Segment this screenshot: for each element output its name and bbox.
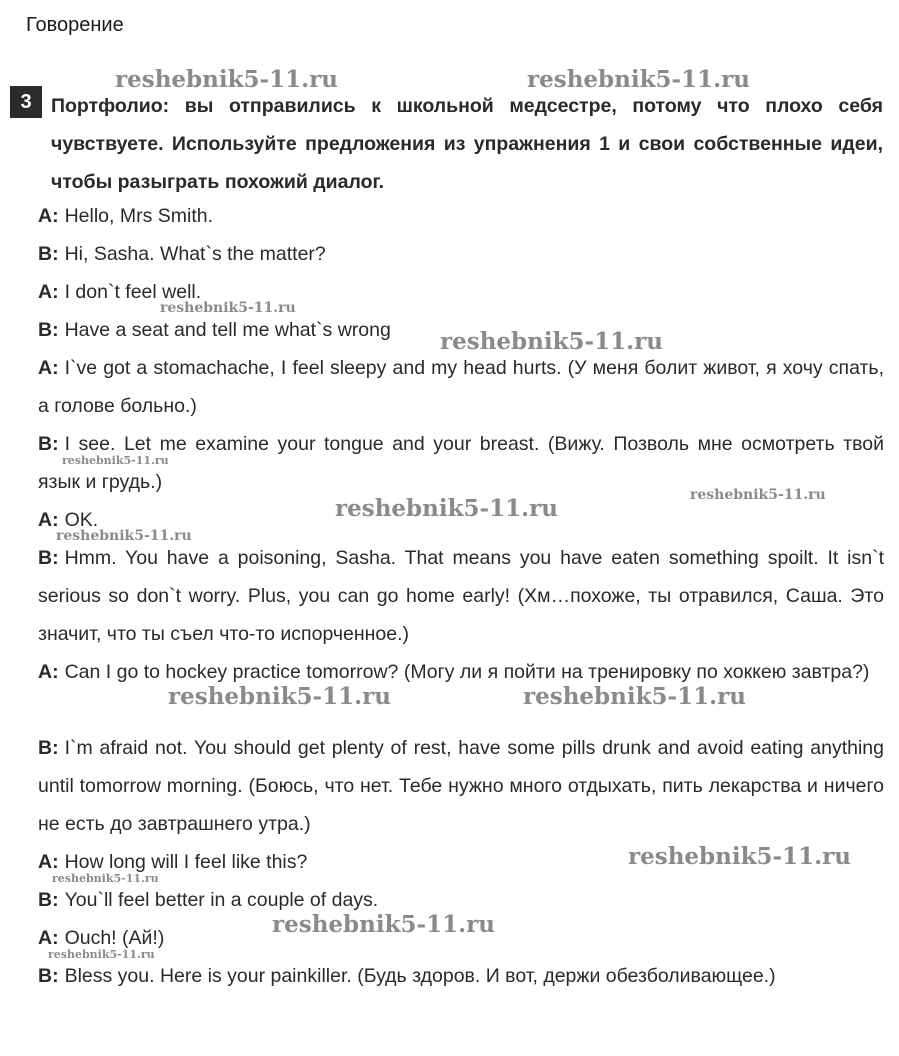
task-instructions: Портфолио: вы отправились к школьной медсестре, потому что плохо себя чувствуете. Используйте предложения из упражнения 1 и свои собственные идеи, чтобы разыграть похожий диалог. (51, 95, 883, 193)
speaker-label: B: (38, 319, 59, 341)
speaker-label: A: (38, 281, 59, 303)
speaker-label: A: (38, 509, 59, 531)
dialogue-line (38, 957, 884, 995)
dialogue-line (38, 311, 884, 349)
line-text: Hi, Sasha. What`s the matter? (64, 243, 326, 265)
dialogue-line (38, 653, 884, 691)
dialogue-line (38, 501, 884, 539)
speaker-label: A: (38, 851, 59, 873)
watermark: reshebnik5-11.ru (52, 872, 159, 885)
dialogue-line (38, 197, 884, 235)
dialogue-line (38, 235, 884, 273)
speaker-label: B: (38, 243, 59, 265)
speaker-label: A: (38, 927, 59, 949)
line-text: Bless you. Here is your painkiller. (Будь здоров. И вот, держи обезболивающее.) (64, 965, 776, 987)
watermark: reshebnik5-11.ru (48, 948, 155, 961)
section-title: Говорение (26, 14, 124, 36)
speaker-label: B: (38, 889, 59, 911)
watermark: reshebnik5-11.ru (690, 487, 826, 503)
watermark: reshebnik5-11.ru (523, 683, 746, 710)
dialogue-line (38, 425, 884, 501)
speaker-label: B: (38, 737, 59, 759)
watermark: reshebnik5-11.ru (527, 66, 750, 93)
dialogue-line (38, 881, 884, 919)
speaker-label: B: (38, 433, 59, 455)
watermark: reshebnik5-11.ru (440, 328, 663, 355)
watermark: reshebnik5-11.ru (628, 843, 851, 870)
dialogue-line (38, 729, 884, 843)
line-text: I`m afraid not. You should get plenty of rest, have some pills drunk and avoid eating anything until tomorrow morning. (Боюсь, что нет. Тебе нужно много отдыхать, пить лекарства и ничего не есть до завтрашнего утра.) (38, 737, 884, 835)
line-text: You`ll feel better in a couple of days. (64, 889, 379, 911)
line-text: How long will I feel like this? (64, 851, 308, 873)
line-text: I`ve got a stomachache, I feel sleepy and my head hurts. (У меня болит живот, я хочу спать, а голове больно.) (38, 357, 884, 417)
speaker-label: A: (38, 661, 59, 683)
watermark: reshebnik5-11.ru (335, 495, 558, 522)
line-text: I see. Let me examine your tongue and your breast. (Вижу. Позволь мне осмотреть твой язык и грудь.) (38, 433, 884, 493)
task-number-badge: 3 (10, 86, 42, 118)
watermark: reshebnik5-11.ru (56, 528, 192, 544)
speaker-label: A: (38, 357, 59, 379)
line-text: Hello, Mrs Smith. (64, 205, 214, 227)
line-text: Have a seat and tell me what`s wrong (64, 319, 391, 341)
line-text: Can I go to hockey practice tomorrow? (Могу ли я пойти на тренировку по хоккею завтра?) (64, 661, 870, 683)
speaker-label: B: (38, 965, 59, 987)
dialogue-line (38, 919, 884, 957)
watermark: reshebnik5-11.ru (115, 66, 338, 93)
line-text: Hmm. You have a poisoning, Sasha. That means you have eaten something spoilt. It isn`t serious so don`t worry. Plus, you can go home early! (Хм…похоже, ты отравился, Саша. Это значит, что ты съел что-то испорченное.) (38, 547, 884, 645)
watermark: reshebnik5-11.ru (62, 454, 169, 467)
speaker-label: B: (38, 547, 59, 569)
watermark: reshebnik5-11.ru (272, 911, 495, 938)
line-text: Ouch! (Ай!) (64, 927, 165, 949)
dialogue-line (38, 349, 884, 425)
dialogue-line (38, 273, 884, 311)
line-text: I don`t feel well. (64, 281, 202, 303)
speaker-label: A: (38, 205, 59, 227)
dialogue-line (38, 539, 884, 653)
dialogue-line (38, 843, 884, 881)
watermark: reshebnik5-11.ru (168, 683, 391, 710)
watermark: reshebnik5-11.ru (160, 300, 296, 316)
line-text: OK. (64, 509, 99, 531)
